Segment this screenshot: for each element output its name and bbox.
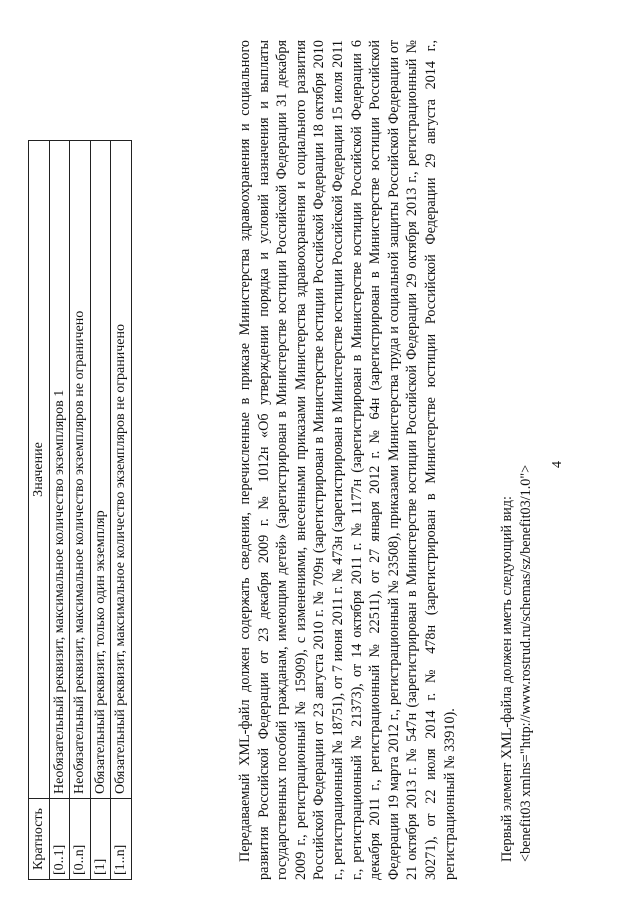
page-number: 4: [550, 461, 565, 468]
table-cell-multiplicity: [1]: [90, 799, 111, 880]
first-element-block: [498, 102, 535, 862]
table-cell-multiplicity: [1..n]: [111, 799, 132, 880]
table-row: [49, 141, 70, 880]
rotated-page: [28, 30, 588, 880]
table-cell-value: Обязательный реквизит, максимальное количество экземпляров не ограничено: [111, 141, 132, 799]
table-header-multiplicity: Кратность: [29, 799, 50, 880]
body-paragraph: Передаваемый XML-файл должен содержать сведения, перечисленные в приказе Министерства здравоохранения и социального развития Российской Федерации от 23 декабря 2009 г. № 1012н «Об утверждении порядка и условий назначения и выплаты государственных пособий гражданам, имеющим детей» (зарегистрирован в Министерстве юстиции Российской Федерации 31 декабря 2009 г., регистрационный № 15909), с изменениями, внесенными приказами Министерства здравоохранения и социального развития Российской Федерации от 23 августа 2010 г. № 709н (зарегистрирован в Министерстве юстиции Российской Федерации 18 октября 2010 г., регистрационный № 18751), от 7 июня 2011 г. № 473н (зарегистрирован в Министерстве юстиции Российской Федерации 15 июля 2011 г., регистрационный № 21373), от 14 октября 2011 г. № 1177н (зарегистрирован в Министерстве юстиции Российской Федерации 6 декабря 2011 г., регистрационный № 22511), от 27 января 2012 г. № 64н (зарегистрирован в Министерстве юстиции Российской Федерации 19 марта 2012 г., регистрационный № 23508), приказами Министерства труда и социальной защиты Российской Федерации от 21 октября 2013 г. № 547н (зарегистрирован в Министерстве юстиции Российской Федерации 29 октября 2013 г., регистрационный № 30271), от 22 июля 2014 г. № 478н (зарегистрирован в Министерстве юстиции Российской Федерации 29 августа 2014 г., регистрационный № 33910).: [237, 40, 458, 880]
first-element-intro: Первый элемент XML-файла должен иметь следующий вид:: [499, 496, 515, 862]
table-cell-value: Необязательный реквизит, максимальное количество экземпляров не ограничено: [70, 141, 91, 799]
table-header-row: [29, 141, 50, 880]
table-header-value: Значение: [29, 141, 50, 799]
multiplicity-table: [28, 140, 132, 880]
table-cell-multiplicity: [0..n]: [70, 799, 91, 880]
table-row: [70, 141, 91, 880]
table-cell-multiplicity: [0..1]: [49, 799, 70, 880]
first-element-code: <benefit03 xmlns="http://www.rostrud.ru/schemas/sz/benefit03/1.0">: [517, 464, 534, 862]
table-cell-value: Обязательный реквизит, только один экземпляр: [90, 141, 111, 799]
table-row: [111, 141, 132, 880]
table-cell-value: Необязательный реквизит, максимальное количество экземпляров 1: [49, 141, 70, 799]
table-row: [90, 141, 111, 880]
